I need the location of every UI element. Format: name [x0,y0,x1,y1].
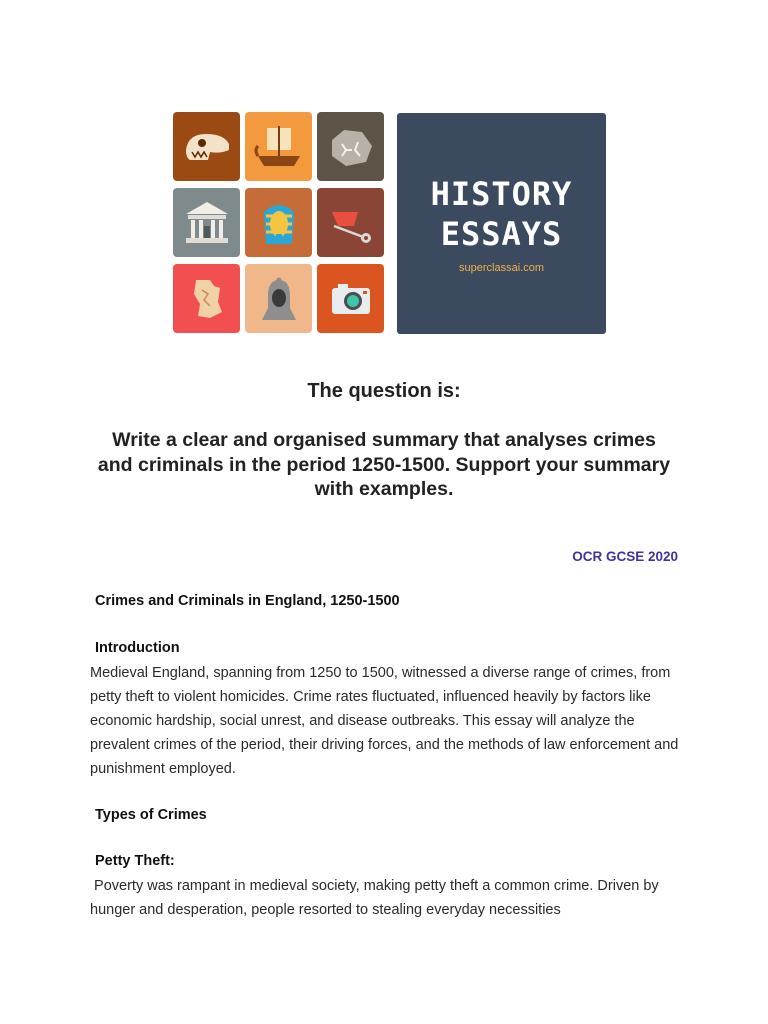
intro-paragraph: Medieval England, spanning from 1250 to 1500, witnessed a diverse range of crimes, from petty theft to violent homicides. Crime rates fluctuated, influenced heavily by factors like economic hardship, social unrest, and disease outbreaks. This essay will analyze the prevalent crimes of the period, their driving forces, and the methods of law enforcement and punishment employed. [90,665,679,777]
cave-painting-icon [324,120,378,174]
types-heading: Types of Crimes [95,807,207,823]
petty-theft-heading: Petty Theft: [95,853,175,869]
tile-pharaoh-mask [245,188,312,257]
knight-helmet-icon [252,272,306,326]
pharaoh-mask-icon [252,196,306,250]
tile-viking-ship [245,112,312,181]
tile-dinosaur [173,112,240,181]
brand-title-line1: HISTORY [430,174,573,213]
brand-title-line2: ESSAYS [440,214,563,253]
camera-icon [324,272,378,326]
tile-ancient-map [173,264,240,333]
question-label: The question is: [307,380,461,402]
question-text: Write a clear and organised summary that analyses crimes and criminals in the period 1250-1500. Support your summary with examples. [97,429,671,500]
history-essays-banner [173,112,606,335]
dinosaur-skull-icon [180,120,234,174]
tile-camera [317,264,384,333]
wheelbarrow-icon [324,196,378,250]
brand-site: superclassai.com [459,261,544,274]
intro-heading: Introduction [95,640,180,656]
exam-board-label: OCR GCSE 2020 [572,549,678,564]
ancient-map-icon [180,272,234,326]
essay-title: Crimes and Criminals in England, 1250-1500 [95,593,400,609]
viking-ship-icon [252,120,306,174]
petty-theft-paragraph: Poverty was rampant in medieval society, making petty theft a common crime. Driven by hunger and desperation, people resorted to stealing everyday necessities [90,878,663,918]
history-essays-logo [397,113,606,334]
tile-cave-painting [317,112,384,181]
greek-temple-icon [180,196,234,250]
tile-knight-helmet [245,264,312,333]
tile-greek-temple [173,188,240,257]
tile-wheelbarrow [317,188,384,257]
icon-grid [173,112,385,334]
